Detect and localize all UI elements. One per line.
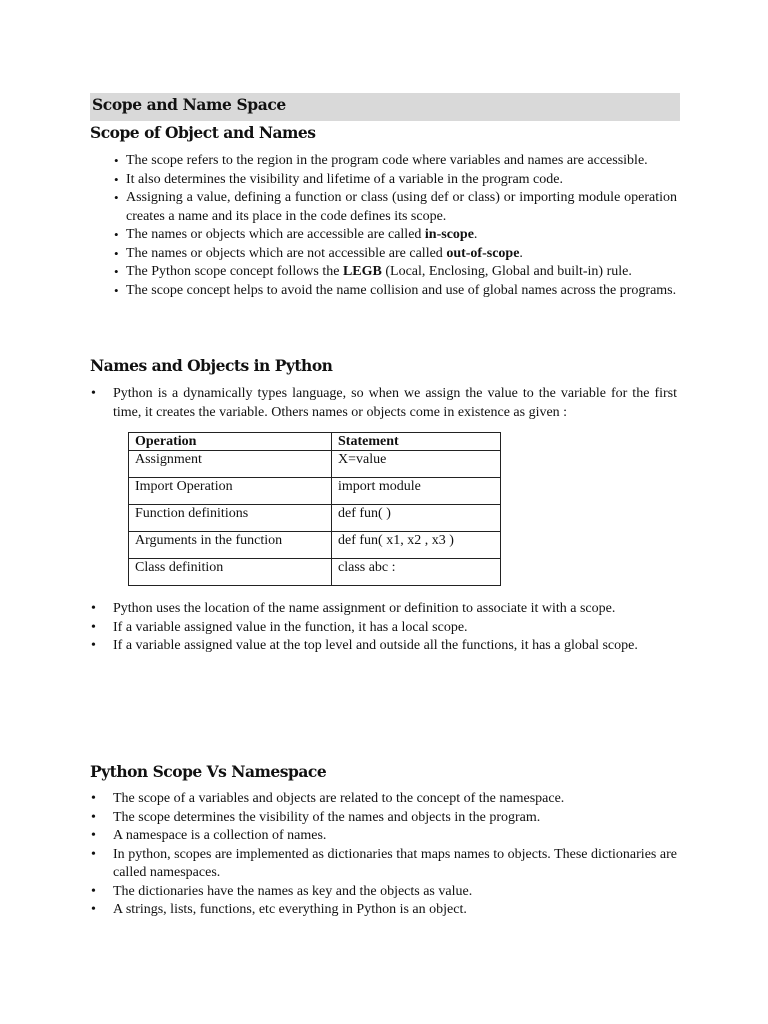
list-item: • The dictionaries have the names as key and the objects as value. bbox=[113, 883, 677, 902]
names-list bbox=[113, 600, 677, 656]
list-item: • If a variable assigned value at the top level and outside all the functions, it has a global scope. bbox=[113, 637, 677, 656]
list-item: • In python, scopes are implemented as dictionaries that maps names to objects. These dictionaries are called namespaces. bbox=[113, 846, 677, 883]
column-header-operation: Operation bbox=[129, 433, 332, 451]
list-item: • The Python scope concept follows the LEGB (Local, Enclosing, Global and built-in) rule. bbox=[126, 263, 677, 282]
table-cell: Class definition bbox=[129, 559, 332, 586]
names-intro-list bbox=[113, 385, 677, 422]
table-row bbox=[129, 559, 501, 586]
table-row bbox=[129, 532, 501, 559]
table-cell: class abc : bbox=[332, 559, 501, 586]
heading-scope-vs-namespace: Python Scope Vs Namespace bbox=[90, 762, 327, 781]
table-cell: X=value bbox=[332, 451, 501, 478]
table-header-row bbox=[129, 433, 501, 451]
list-item: • Assigning a value, defining a function or class (using def or class) or importing module operation creates a name and its place in the code defines its scope. bbox=[126, 189, 677, 226]
list-item: • The names or objects which are not accessible are called out-of-scope. bbox=[126, 245, 677, 264]
section-title: Scope and Name Space bbox=[92, 95, 286, 114]
list-item: • The names or objects which are accessible are called in-scope. bbox=[126, 226, 677, 245]
table-cell: Arguments in the function bbox=[129, 532, 332, 559]
list-item: • The scope refers to the region in the program code where variables and names are accessible. bbox=[126, 152, 677, 171]
list-item: • Python uses the location of the name assignment or definition to associate it with a scope. bbox=[113, 600, 677, 619]
table-row bbox=[129, 505, 501, 532]
list-item: • Python is a dynamically types language, so when we assign the value to the variable for the first time, it creates the variable. Others names or objects come in existence as given : bbox=[113, 385, 677, 422]
table-cell: Assignment bbox=[129, 451, 332, 478]
table-cell: import module bbox=[332, 478, 501, 505]
table-cell: def fun( x1, x2 , x3 ) bbox=[332, 532, 501, 559]
scope-list bbox=[126, 152, 677, 300]
operations-table bbox=[128, 432, 501, 586]
table-row bbox=[129, 451, 501, 478]
namespace-list bbox=[113, 790, 677, 920]
list-item: • A strings, lists, functions, etc everything in Python is an object. bbox=[113, 901, 677, 920]
list-item: • The scope determines the visibility of the names and objects in the program. bbox=[113, 809, 677, 828]
heading-names-and-objects: Names and Objects in Python bbox=[90, 356, 333, 375]
table-cell: Function definitions bbox=[129, 505, 332, 532]
list-item: • It also determines the visibility and lifetime of a variable in the program code. bbox=[126, 171, 677, 190]
table-cell: def fun( ) bbox=[332, 505, 501, 532]
list-item: • If a variable assigned value in the function, it has a local scope. bbox=[113, 619, 677, 638]
column-header-statement: Statement bbox=[332, 433, 501, 451]
table-cell: Import Operation bbox=[129, 478, 332, 505]
heading-scope-of-object-and-names: Scope of Object and Names bbox=[90, 123, 316, 142]
section-title-bar bbox=[90, 93, 680, 121]
table-row bbox=[129, 478, 501, 505]
list-item: • A namespace is a collection of names. bbox=[113, 827, 677, 846]
list-item: • The scope of a variables and objects are related to the concept of the namespace. bbox=[113, 790, 677, 809]
list-item: • The scope concept helps to avoid the name collision and use of global names across the programs. bbox=[126, 282, 677, 301]
